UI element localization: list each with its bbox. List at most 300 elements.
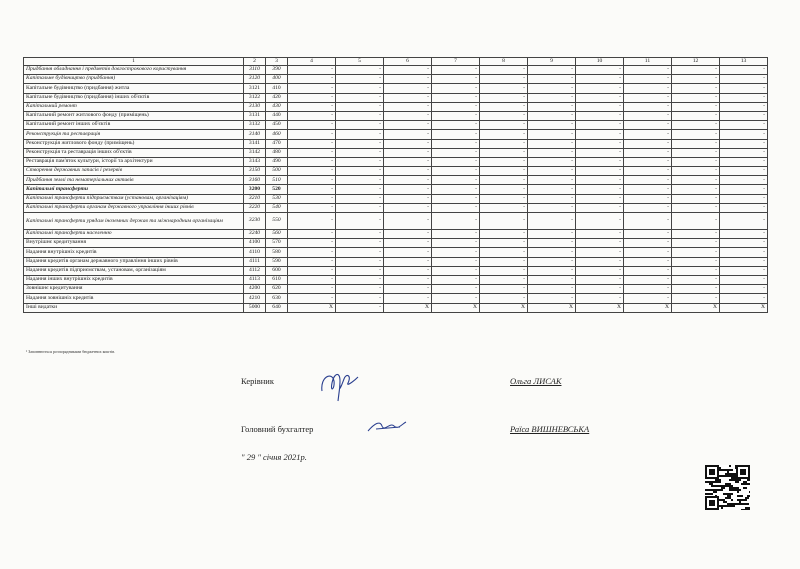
table-cell: - xyxy=(480,111,528,120)
table-cell: - xyxy=(336,285,384,294)
row-line-code: 510 xyxy=(266,176,288,185)
table-cell: - xyxy=(336,130,384,139)
table-cell: - xyxy=(624,239,672,248)
row-line-code: 550 xyxy=(266,213,288,230)
row-name: Створення державних запасів і резервів xyxy=(24,167,244,176)
table-cell: - xyxy=(720,194,768,203)
row-line-code: 420 xyxy=(266,93,288,102)
table-cell: - xyxy=(480,275,528,284)
table-cell: - xyxy=(288,121,336,130)
table-cell: - xyxy=(624,148,672,157)
row-kekv-code: 3142 xyxy=(244,148,266,157)
row-name: Надання внутрішніх кредитів xyxy=(24,248,244,257)
row-kekv-code: 3141 xyxy=(244,139,266,148)
column-header: 5 xyxy=(336,58,384,66)
row-line-code: 630 xyxy=(266,294,288,303)
row-line-code: 620 xyxy=(266,285,288,294)
table-cell: - xyxy=(432,266,480,275)
table-cell: - xyxy=(480,294,528,303)
table-row xyxy=(24,167,768,176)
table-cell: - xyxy=(720,84,768,93)
table-cell: - xyxy=(432,102,480,111)
table-cell: - xyxy=(336,203,384,212)
table-cell: - xyxy=(528,130,576,139)
table-cell: - xyxy=(288,167,336,176)
row-kekv-code: 4111 xyxy=(244,257,266,266)
row-line-code: 600 xyxy=(266,266,288,275)
row-name: Капітальні трансферти підприємствам (установам, організаціям) xyxy=(24,194,244,203)
table-cell: - xyxy=(384,111,432,120)
row-kekv-code: 3140 xyxy=(244,130,266,139)
row-kekv-code: 3122 xyxy=(244,93,266,102)
table-cell: - xyxy=(624,157,672,166)
row-kekv-code: 4112 xyxy=(244,266,266,275)
column-header: 9 xyxy=(528,58,576,66)
row-kekv-code: 4200 xyxy=(244,285,266,294)
table-cell: - xyxy=(720,285,768,294)
table-cell: - xyxy=(720,230,768,239)
table-cell: - xyxy=(336,121,384,130)
row-name: Надання кредитів підприємствам, установам, організаціям xyxy=(24,266,244,275)
table-cell: - xyxy=(576,213,624,230)
table-cell: - xyxy=(624,230,672,239)
table-cell: - xyxy=(336,194,384,203)
table-cell: - xyxy=(624,194,672,203)
table-cell: - xyxy=(576,203,624,212)
table-row xyxy=(24,239,768,248)
table-cell: - xyxy=(432,230,480,239)
table-cell: - xyxy=(336,266,384,275)
table-cell: - xyxy=(528,167,576,176)
table-cell: - xyxy=(432,111,480,120)
table-cell: X xyxy=(528,303,576,312)
table-cell: - xyxy=(720,167,768,176)
row-kekv-code: 3131 xyxy=(244,111,266,120)
table-cell: - xyxy=(720,266,768,275)
table-cell: - xyxy=(720,121,768,130)
table-cell: - xyxy=(480,84,528,93)
row-kekv-code: 4210 xyxy=(244,294,266,303)
table-cell: - xyxy=(480,266,528,275)
table-cell: - xyxy=(384,203,432,212)
table-cell: - xyxy=(720,130,768,139)
table-cell: - xyxy=(432,294,480,303)
table-cell: - xyxy=(480,66,528,75)
table-cell: - xyxy=(576,194,624,203)
table-cell: - xyxy=(672,257,720,266)
row-name: Капітальне будівництво (придбання) житла xyxy=(24,84,244,93)
table-cell: - xyxy=(528,203,576,212)
table-row xyxy=(24,102,768,111)
qr-code xyxy=(705,465,750,510)
table-cell: - xyxy=(480,257,528,266)
table-cell: - xyxy=(336,257,384,266)
table-cell: - xyxy=(384,185,432,194)
column-header: 8 xyxy=(480,58,528,66)
table-row xyxy=(24,285,768,294)
table-cell: - xyxy=(384,102,432,111)
row-kekv-code: 3120 xyxy=(244,75,266,84)
table-cell: - xyxy=(624,266,672,275)
table-cell: - xyxy=(480,157,528,166)
accountant-signature xyxy=(366,418,408,434)
table-cell: - xyxy=(624,275,672,284)
head-signature xyxy=(318,365,360,403)
table-cell: - xyxy=(528,111,576,120)
table-cell: - xyxy=(432,213,480,230)
table-cell: X xyxy=(672,303,720,312)
table-row xyxy=(24,148,768,157)
table-cell: - xyxy=(528,176,576,185)
table-cell: - xyxy=(432,148,480,157)
row-kekv-code: 4110 xyxy=(244,248,266,257)
table-cell: - xyxy=(336,157,384,166)
row-name: Реконструкція та реставрація xyxy=(24,130,244,139)
table-cell: - xyxy=(432,93,480,102)
row-line-code: 390 xyxy=(266,66,288,75)
row-line-code: 590 xyxy=(266,257,288,266)
table-cell: - xyxy=(672,139,720,148)
table-cell: - xyxy=(672,194,720,203)
table-cell: - xyxy=(480,176,528,185)
table-cell: - xyxy=(672,213,720,230)
table-cell: - xyxy=(384,93,432,102)
table-row xyxy=(24,303,768,312)
table-row xyxy=(24,257,768,266)
row-line-code: 540 xyxy=(266,203,288,212)
row-line-code: 410 xyxy=(266,84,288,93)
signing-date: " 29 " січня 2021р. xyxy=(241,452,307,462)
row-kekv-code: 3230 xyxy=(244,213,266,230)
table-cell: - xyxy=(528,213,576,230)
row-line-code: 530 xyxy=(266,194,288,203)
table-cell: - xyxy=(288,285,336,294)
row-line-code: 490 xyxy=(266,157,288,166)
table-cell: - xyxy=(528,294,576,303)
header-row xyxy=(24,58,768,66)
table-cell: - xyxy=(384,176,432,185)
table-cell: - xyxy=(624,75,672,84)
table-cell: - xyxy=(576,285,624,294)
table-cell: - xyxy=(576,84,624,93)
report-sheet xyxy=(23,57,768,313)
table-cell: - xyxy=(672,148,720,157)
table-cell: - xyxy=(288,157,336,166)
table-cell: - xyxy=(336,176,384,185)
table-cell: - xyxy=(336,239,384,248)
table-cell: - xyxy=(288,239,336,248)
table-cell: - xyxy=(672,266,720,275)
table-cell: - xyxy=(672,157,720,166)
row-name: Капітальне будівництво (придбання) xyxy=(24,75,244,84)
table-cell: - xyxy=(624,248,672,257)
row-line-code: 480 xyxy=(266,148,288,157)
table-cell: - xyxy=(336,93,384,102)
table-cell: - xyxy=(576,111,624,120)
row-line-code: 400 xyxy=(266,75,288,84)
table-cell: - xyxy=(720,66,768,75)
row-line-code: 500 xyxy=(266,167,288,176)
row-kekv-code: 3220 xyxy=(244,203,266,212)
table-cell: - xyxy=(528,239,576,248)
column-header: 3 xyxy=(266,58,288,66)
table-cell: - xyxy=(720,139,768,148)
table-cell: - xyxy=(624,285,672,294)
table-cell: - xyxy=(288,111,336,120)
row-line-code: 460 xyxy=(266,130,288,139)
column-header: 7 xyxy=(432,58,480,66)
row-name: Капітальний ремонт житлового фонду (приміщень) xyxy=(24,111,244,120)
table-cell: - xyxy=(672,285,720,294)
table-cell: - xyxy=(288,66,336,75)
table-cell: - xyxy=(432,194,480,203)
table-cell: - xyxy=(624,130,672,139)
table-cell: - xyxy=(672,176,720,185)
table-row xyxy=(24,121,768,130)
table-cell: - xyxy=(384,194,432,203)
table-cell: - xyxy=(288,84,336,93)
table-cell: - xyxy=(384,294,432,303)
table-cell: - xyxy=(336,148,384,157)
accountant-label: Головний бухгалтер xyxy=(241,424,314,434)
table-cell: X xyxy=(576,303,624,312)
head-label: Керівник xyxy=(241,376,274,386)
table-cell: - xyxy=(288,185,336,194)
table-cell: - xyxy=(288,93,336,102)
row-line-code: 440 xyxy=(266,111,288,120)
head-name: Ольга ЛИСАК xyxy=(510,376,562,386)
table-cell: - xyxy=(720,203,768,212)
table-cell: - xyxy=(432,84,480,93)
footnote: ¹ Заповнюється розпорядниками бюджетних коштів. xyxy=(26,349,116,354)
table-cell: - xyxy=(480,75,528,84)
table-cell: - xyxy=(528,102,576,111)
table-row xyxy=(24,275,768,284)
table-cell: - xyxy=(576,157,624,166)
table-cell: - xyxy=(576,275,624,284)
table-cell: - xyxy=(720,93,768,102)
table-cell: - xyxy=(528,185,576,194)
table-cell: - xyxy=(576,148,624,157)
table-cell: - xyxy=(576,75,624,84)
table-cell: - xyxy=(672,66,720,75)
table-cell: - xyxy=(336,167,384,176)
row-name: Капітальні трансферти xyxy=(24,185,244,194)
table-cell: - xyxy=(720,75,768,84)
table-cell: - xyxy=(528,194,576,203)
column-header: 2 xyxy=(244,58,266,66)
table-cell: - xyxy=(432,75,480,84)
table-cell: - xyxy=(288,230,336,239)
table-cell: - xyxy=(576,266,624,275)
table-cell: - xyxy=(720,176,768,185)
table-row xyxy=(24,213,768,230)
table-cell: - xyxy=(288,248,336,257)
table-cell: - xyxy=(336,213,384,230)
table-cell: - xyxy=(288,148,336,157)
row-name: Капітальні трансферти органам державного управління інших рівнів xyxy=(24,203,244,212)
row-name: Інші видатки xyxy=(24,303,244,312)
table-cell: - xyxy=(384,285,432,294)
table-cell: - xyxy=(480,167,528,176)
table-cell: - xyxy=(576,167,624,176)
table-cell: - xyxy=(624,203,672,212)
table-cell: - xyxy=(624,167,672,176)
table-cell: - xyxy=(624,111,672,120)
table-cell: - xyxy=(624,66,672,75)
table-cell: - xyxy=(720,185,768,194)
table-cell: - xyxy=(480,194,528,203)
table-cell: - xyxy=(528,75,576,84)
row-kekv-code: 3130 xyxy=(244,102,266,111)
table-cell: - xyxy=(720,157,768,166)
row-kekv-code: 3121 xyxy=(244,84,266,93)
table-cell: - xyxy=(576,130,624,139)
table-row xyxy=(24,230,768,239)
table-cell: - xyxy=(336,248,384,257)
table-cell: - xyxy=(672,111,720,120)
table-cell: - xyxy=(384,75,432,84)
row-kekv-code: 4100 xyxy=(244,239,266,248)
table-cell: - xyxy=(480,239,528,248)
table-cell: - xyxy=(672,102,720,111)
table-cell: - xyxy=(720,275,768,284)
accountant-name: Раїса ВИШНЕВСЬКА xyxy=(510,424,590,434)
table-cell: - xyxy=(528,275,576,284)
row-name: Капітальний ремонт інших об'єктів xyxy=(24,121,244,130)
table-cell: - xyxy=(720,257,768,266)
table-row xyxy=(24,139,768,148)
row-kekv-code: 3160 xyxy=(244,176,266,185)
row-line-code: 520 xyxy=(266,185,288,194)
row-kekv-code: 3210 xyxy=(244,194,266,203)
table-cell: - xyxy=(624,84,672,93)
row-kekv-code: 3150 xyxy=(244,167,266,176)
table-cell: - xyxy=(480,93,528,102)
row-name: Реставрація пам'яток культури, історії та архітектури xyxy=(24,157,244,166)
table-cell: - xyxy=(432,157,480,166)
table-cell: - xyxy=(576,294,624,303)
table-cell: - xyxy=(432,130,480,139)
table-cell: - xyxy=(528,148,576,157)
table-cell: - xyxy=(384,139,432,148)
column-header: 1 xyxy=(24,58,244,66)
row-line-code: 580 xyxy=(266,248,288,257)
table-cell: - xyxy=(336,230,384,239)
table-cell: - xyxy=(336,84,384,93)
table-cell: - xyxy=(480,121,528,130)
table-cell: - xyxy=(672,230,720,239)
table-row xyxy=(24,111,768,120)
row-name: Капітальний ремонт xyxy=(24,102,244,111)
table-cell: X xyxy=(288,303,336,312)
table-cell: - xyxy=(288,266,336,275)
table-row xyxy=(24,294,768,303)
table-cell: - xyxy=(720,111,768,120)
table-cell: - xyxy=(384,257,432,266)
table-cell: - xyxy=(384,148,432,157)
table-cell: - xyxy=(672,167,720,176)
table-cell: - xyxy=(432,257,480,266)
table-cell: - xyxy=(432,167,480,176)
table-cell: - xyxy=(624,294,672,303)
row-kekv-code: 3132 xyxy=(244,121,266,130)
table-cell: - xyxy=(576,121,624,130)
table-cell: - xyxy=(528,248,576,257)
table-cell: - xyxy=(384,157,432,166)
table-cell: - xyxy=(528,93,576,102)
table-cell: - xyxy=(528,285,576,294)
row-line-code: 570 xyxy=(266,239,288,248)
table-cell: - xyxy=(720,213,768,230)
row-line-code: 470 xyxy=(266,139,288,148)
row-name: Придбання землі та нематеріальних активів xyxy=(24,176,244,185)
column-header: 4 xyxy=(288,58,336,66)
row-line-code: 640 xyxy=(266,303,288,312)
table-cell: - xyxy=(576,185,624,194)
column-header: 10 xyxy=(576,58,624,66)
table-cell: - xyxy=(576,93,624,102)
table-cell: - xyxy=(336,275,384,284)
row-name: Капітальне будівництво (придбання) інших об'єктів xyxy=(24,93,244,102)
table-cell: - xyxy=(384,130,432,139)
table-row xyxy=(24,84,768,93)
table-cell: - xyxy=(672,121,720,130)
table-cell: - xyxy=(384,239,432,248)
table-cell: - xyxy=(336,303,384,312)
row-kekv-code: 4113 xyxy=(244,275,266,284)
column-header: 6 xyxy=(384,58,432,66)
table-cell: - xyxy=(528,157,576,166)
table-cell: - xyxy=(624,185,672,194)
row-name: Надання зовнішніх кредитів xyxy=(24,294,244,303)
table-cell: - xyxy=(672,294,720,303)
table-cell: - xyxy=(528,121,576,130)
table-cell: - xyxy=(576,239,624,248)
table-cell: - xyxy=(288,257,336,266)
table-cell: - xyxy=(720,248,768,257)
table-cell: - xyxy=(480,285,528,294)
table-cell: - xyxy=(480,203,528,212)
table-cell: - xyxy=(336,294,384,303)
table-cell: - xyxy=(384,266,432,275)
table-cell: - xyxy=(528,257,576,266)
table-cell: X xyxy=(384,303,432,312)
table-cell: - xyxy=(720,294,768,303)
table-cell: - xyxy=(384,275,432,284)
table-cell: - xyxy=(288,194,336,203)
table-cell: X xyxy=(432,303,480,312)
table-cell: - xyxy=(624,93,672,102)
row-name: Капітальні трансферти населенню xyxy=(24,230,244,239)
table-row xyxy=(24,93,768,102)
table-cell: - xyxy=(672,203,720,212)
table-cell: - xyxy=(720,239,768,248)
table-cell: - xyxy=(480,102,528,111)
row-kekv-code: 3143 xyxy=(244,157,266,166)
table-cell: - xyxy=(432,66,480,75)
row-kekv-code: 3110 xyxy=(244,66,266,75)
table-cell: - xyxy=(624,139,672,148)
table-cell: - xyxy=(528,230,576,239)
table-cell: - xyxy=(288,275,336,284)
table-cell: - xyxy=(672,248,720,257)
table-cell: - xyxy=(528,266,576,275)
table-row xyxy=(24,266,768,275)
table-cell: - xyxy=(336,66,384,75)
table-cell: - xyxy=(528,84,576,93)
table-cell: - xyxy=(576,257,624,266)
